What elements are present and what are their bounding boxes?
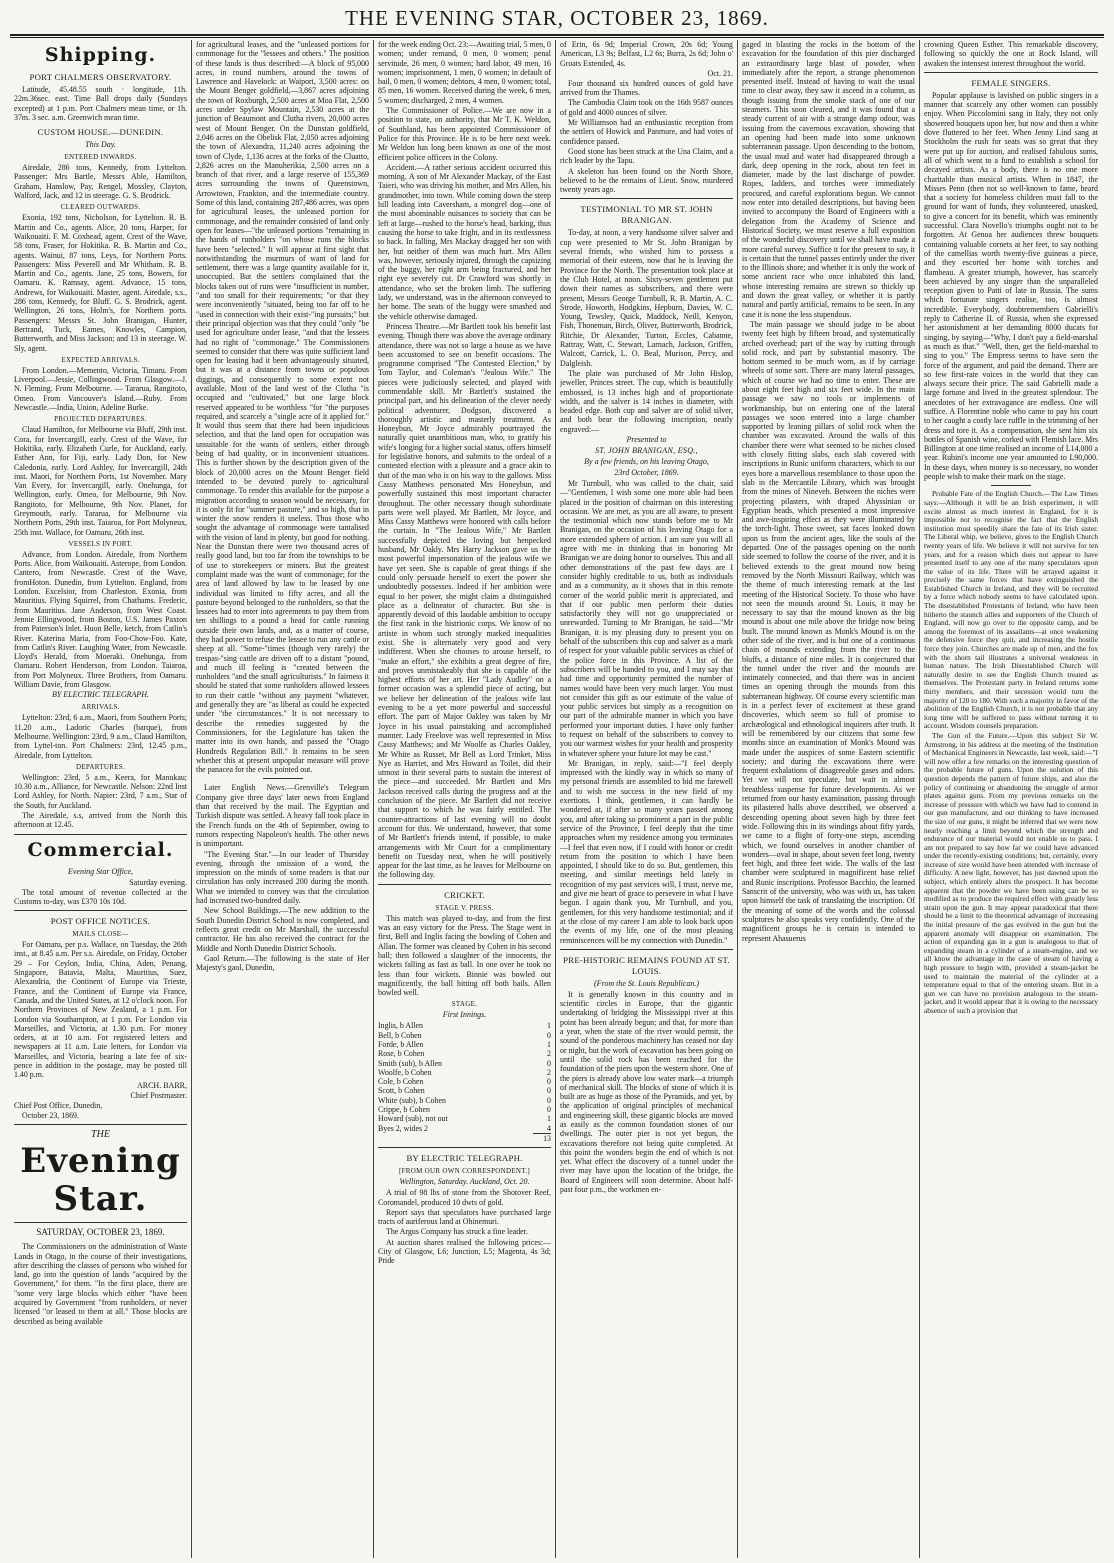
score-total: 13 [533,1133,551,1143]
prehistoric-continued-2: The main passage we should judge to be about twenty feet high by fifteen broad, and systematically arched overhead; part of the way by cutting through solid rock, and part by substantial masonry. The bottom seemed to be much worn, as if by carriage wheels of some sort. There are many lateral passages, which of course we had no time to enter. These are about eight feet high and six feet wide. In the main passage we saw no tools or implements of workmanship, but on entering one of the lateral passages we soon entered into a large chamber supported by leaning pillars of solid rock when the chamber was excavated. Around the walls of this chamber there were what seemed to be niches closed with closely fitting slabs, each slab covered with inscriptions in Runic uniform characters, which to our eyes bore a marvellous resemblance to those upon the slab in the Mercantile Library, which was brought from the mines of Nineveh. Between the niches were projecting pilasters, with draped Abyssinian or Egyptian heads, which presented a most impressive and awe-inspiring effect as they were illuminated by the torch-light. Those sweet, sat faces looked down upon us from the ancient ages, like the souls of the departed. One of the passages opening on the north side seemed to follow the course of the river, and it is believed extends to the great mound now being removed by the North Missouri Railway, which was the theme of much interesting remark at the last meeting of the Historical Society. To those who have not seen the mounds around St. Louis, it may be necessary to say that the mound known as the big mound is about one mile above the bridge now being built. The mound known as Monk's Mound is on the other side of the river, and is but one of a continuous chain of mounds extending from the river to the bluffs, a distance of nine miles. It is conjectured that the tunnel under the river and the mounds are intimately connected, and that there was in ancient times an opening through the mounds from this subterranean highway. Of course every scientific man is in a perfect fever of excitement at these grand discoveries, which seem so full of promise to archæological and ethnological inquirers after truth. It will be remembered by our citizens that some few months since an examination of Monk's Mound was made under the auspices of some Eastern scientific society; and during the excavations there were frequent exhalations of disagreeable gases and odors. Yet we will not speculate, but wait in almost breathless suspense for future developments. As we returned from our hasty examination, passing through its pilastered halls above described, we observed a descending opening about seven high by three feet wide. Following this in its windings about fifty yards, we came to a flight of forty-one steps, ascending which, we found ourselves in another chamber of wonders—oval in shape, about seven feet long, twenty feet high, and three feet wide. The walls of the last chamber were sculptured in magnificent base relief and Runic inscriptions. Professor Bacchio, the learned Sanscrit of the university, who was with us, has taken upon himself the task of translating the inscription. Of the meaning of some of the words and the colossal sculptures he also speaks very confidently. One of the magnificent groups he is certain is intended to represent Ahasuerus [742,319,915,943]
arrivals-heading: ARRIVALS. [81,703,120,712]
airedale-note: The Airedale, s.s, arrived from the North this afternoon at 12.45. [14,811,187,830]
masthead-rule-thin [10,37,1104,38]
prehistoric-heading: PRE-HISTORIC REMAINS FOUND AT ST. LOUIS. [563,954,730,976]
cricket-heading: CRICKET. [444,889,485,900]
telegraph-continued: of Erin, 6s 9d; Imperial Crown, 20s 6d; Young American, L3 9s; Belfast, L2 6s; Burra, 2s 6d; John o' Groats Extended, 4s. [560,40,733,68]
observatory-text: Latitude, 45.48.55 south · longitude, 11h. 22m.36sec. east. Time Ball drops daily (Sundays excepted) at 1 p.m. Port Chalmers mean time, or 1h. 37m. 3 sec. a.m. Greenwich mean time. [14,85,187,122]
inscription-line: By a few friends, on his leaving Otago, [584,456,709,466]
entered-heading: ENTERED INWARDS. [64,153,137,162]
divider [14,834,187,835]
score-row [378,1068,551,1077]
post-office-line: Chief Post Office, Dunedin, [14,1100,103,1110]
score-row [378,1031,551,1040]
divider [263,778,303,779]
score-batsman: Byes 2, wides 2 [378,1123,428,1133]
score-row [378,1077,551,1086]
score-row [378,1059,551,1068]
column-6 [920,40,1102,1558]
score-batsman: Scott, b Cohen [378,1086,425,1096]
score-runs: 0 [547,1095,551,1105]
entered-text: Airedale, 286 tons, Kennedy, from Lyttelton. Passenger: Mrs Bartle, Messrs Able, Hamilton, Graham, Hanslow, Pay, Rengel, Mossley, Clayton, Walford, Jack, and 12 in steerage. G. S. Brodrick. [14,163,187,201]
divider [924,72,1098,73]
score-row [378,1049,551,1058]
princess-theatre: Princess Theatre.—Mr Bartlett took his benefit last evening. Though there was above the average ordinary attendance, there was not so large a house as we have been accustomed to see on benefit occasions. The programme comprised "The Contested Election," by Tom Taylor, and Coleman's "Jealous Wife." The pieces were judiciously selected, and played with commendable skill. Mr Bartlett's sustained the principal part, and his delineation of the clever needy political adventurer, Dodgson, discovered a thoroughly artistic and masterly treatment. As Honeybun, Mr Joyce admirably pourtrayed the naturally quiet unambitious man, who, to gratify his wife's longing for a higher social status, offers himself for legislative honors, and submits to the ordeal of a contested election with a pleasure and a grace akin to that of the man who is on his way to the gallows. Miss Cassy Matthews personated Mrs Honeybun, and powerfully sustained this most important character throughout. The other necessary though subordinate parts were well played. Mr Bartlett, Mr Joyce, and Miss Cassy Matthews were honored with calls before the curtain. In "The Jealous Wife," Mr Bartlett successfully depicted the loving but henpecked husband, Mr Oakly. Mrs Harry Jackson gave us the most powerful impersonation of the jealous wife we have yet seen. She is capable of great things if she could only persuade herself to exert the power she undoubtedly possesses. Indeed if her ambition were equal to her power, she might claim a distinguished place as a delineator of character. But she is apparently devoid of this laudable ambition to occupy the first rank in the histrionic corps. We know of no artiste in whom such strongly marked inequalities exist. She is alternately very good and very indifferent. When she chooses to arouse herself, to "make an effort," she exhibits a great degree of fire, and proves unmistakeably that she is capable of the highest efforts of her art. Her "Lady Audley" on a former occasion was a splendid piece of acting, but we believe her delineation of the jealous wife last evening to be a yet more powerful and successful effort. The part of Major Oakley was taken by Mr Joyce in his usual painstaking and accomplished manner. Lady Freelove was well represented in Miss Cassy Matthews; and Mr Woolfe as Charles Oakley, Mr White as Russet, Mr Bell as Lord Trinket, Miss Nye as Harriet, and Mrs Howard as Toilet, did their utmost in their several parts to sustain the interest of the piece—and succeeded. Mr Bartlett and Mrs Jackson received calls during the progress and at the conclusion of the piece. Mr Bartlett did not receive that support to which he was fairly entitled. The counter-attractions of last evening will no doubt account for this. We understand, however, that some of Mr Bartlett's friends intend, if possible, to make arrangements with Mr Court for a complimentary benefit on Tuesday next, when he will positively appear for the last time, as he leaves for Melbourne on the following day. [378,321,551,880]
commercial-title: Commercial. [27,838,174,861]
masthead: THE EVENING STAR, OCTOBER 23, 1869. [345,6,769,30]
divider [560,949,733,950]
score-batsman: Crippe, b Cohen [378,1105,430,1115]
singers-heading: FEMALE SINGERS. [971,77,1051,88]
score-batsman: Bell, b Cohen [378,1030,422,1040]
mails-heading: MAILS CLOSE— [72,930,129,939]
observatory-heading: PORT CHALMERS OBSERVATORY. [29,72,172,82]
score-batsman: Rose, b Cohen [378,1049,425,1059]
score-batsman: Cole, b Cohen [378,1077,424,1087]
cleared-heading: CLEARED OUTWARDS. [60,203,141,212]
telegraph-item: Good stone has been struck at the Una Claim, and a rich leader by the Tapu. [560,146,733,166]
testimonial-text-4: Mr Branigan, in reply, said:—"I feel deeply impressed with the kindly way in which so many of my personal friends are assembled to bid me farewell and to wish me success in the new field of my exertions. I think, gentlemen, it can hardly be wondered at, if after so many years passed among you, and after taking so prominent a part in the public service of the Province, I feel deeply that the time approaches when my residence among you terminates—I feel that even now, if I could with honor or credit return from the position to which I have been appointed, I should like to do so. But, gentlemen, this meeting, and similar meetings held lately in recognition of my past services will, I trust, nerve me, and give me heart of grace to persevere in what I have begun. I again thank you, Mr Turnbull, and you, gentlemen, for this very handsome testimonial; and if at the close of my career I am able to look back upon the events of my life, one of the most pleasing reminiscences will be my connection with Dunedin." [560,758,733,945]
score-batsman: Inglis, b Allen [378,1021,423,1031]
score-runs: 1 [547,1114,551,1124]
customs-heading: CUSTOM HOUSE.—DUNEDIN. [37,127,164,138]
gaol-return: Gaol Return.—The following is the state of Her Majesty's gaol, Dunedin, [196,953,369,973]
telegraph-heading: BY ELECTRIC TELEGRAPH. [51,690,150,700]
post-sign: ARCH. BARR, [136,1080,187,1090]
stage-heading: STAGE. [451,1000,478,1009]
column-5 [738,40,920,1558]
evening-star-note: "The Evening Star."—In our leader of Thursday evening, through the omission of a word, the impression on the minds of some readers is that our circulation has only increased 200 during the month. What we intended to convey was that the circulation had increased two-hundred daily. [196,849,369,906]
prehistoric-text: It is generally known in this country and in scientific circles in Europe, that the gigantic undertaking of bridging the Mississippi river at this point has been already begun; and that, for more than a year, when the state of the river would permit, the sound of the ponderous machinery has ceased nor day or night, but the work of excavation has been going on until the solid rock has been reached for the foundation of the piers upon the western shore. One of the piers is already above low water mark—a triumph of mechanical skill. The blocks of stone of which it is built are as huge as those of the Pyramids, and yet, by the application of original principles of mechanical and engineering skill, these gigantic blocks are moved as easily as the common foundation stones of our dwellings. The outer pier is not yet begun, the excavations therefore not being quite completed. At this point the wonders begin the end of which is not yet. What effect the discovery of a tunnel under the river may have upon the location of the bridge, the Board of Engineers will soon determine. About half-past four p.m., the workmen en- [560,989,733,1195]
editorial-text: The Commissioners on the administration of Waste Lands in Otago, in the course of their investigations, after describing the classes of persons who wished for land, go into the question of lands "acquired by the Government," for them. "In the first place, there are "some very large blocks which either "have been acquired by Government "from runholders, or never licensed "or leased to them at all." Those blocks are described as being available [14,1242,187,1326]
divider [991,485,1031,486]
commissioner-police: The Commissioner of Police.—We are now in a position to state, on authority, that Mr T. K. Weldon, of Southland, has been appointed Commissioner of Police for this Province. He is to be here next week. Mr Weldon has long been known as one of the most efficient police officers in the Colony. [378,106,551,162]
school-buildings: New School Buildings.—The new addition to the South Dunedin District School is now completed, and reflects great credit on Mr Marshall, the successful contractor. He has also received the contract for the Middle and North Dunedin District Schools. [196,906,369,953]
score-runs: 2 [547,1049,551,1059]
divider [14,1124,187,1125]
testimonial-text-3: Mr Turnbull, who was called to the chair, said—"Gentlemen, I wish some one more able had been placed in the position of chairman on this interesting occasion. We are met, as you are all aware, to present the testimonial which now stands before me to Mr Branigan, on the occasion of his leaving Otago for a more extended sphere of action. I am sure you will all agree with me in thinking that in honoring Mr Branigan we are doing honor to ourselves. This and all other demonstrations of the past few days are I consider highly creditable to us, both as individuals and as a community, as it shows that in this remote corner of the world public merit is appreciated, and that if our public men perform their duties satisfactorily they will not go unappreciated or unrewarded. Turning to Mr Branigan, he said—"Mr Branigan, it is my pleasing duty to present you on behalf of the subscribers this cup and salver as a mark of respect for your valuable public services as chief of the police force in this Province. A list of the subscribers will be handed to you, and I may say that had time and opportunity permitted the number of names would have been very much larger. You must not consider this gift as our estimate of the value of your public services but simply as a recognition on our part of the admirable manner in which you have performed your important duties. I have only further to request on behalf of the subscribers to convey to you our warmest wishes for your health and prosperity in whatever sphere your future lot may be cast." [560,478,733,758]
accident: Accident.—A rather serious accident occurred this morning. A son of Mr Alexander Mackay, of the East Taieri, who was driving his mother, and Mrs Allen, his grandmother, into town. While coming down the steep hill leading into Caversham, a mongrel dog—one of the most abominable nuisances to society that can be left at large—rushed to the horse's head, barking, thus causing the horse to take fright, and in its restlessness to back. In falling, Mrs Mackay dragged her son with her, but neither of them was much hurt. Mrs Allen was, however, seriously injured, through the capsizing of the buggy, her right arm being fractured, and her right eye severely cut. Dr Crawford was shortly in attendance, who set the broken limb. The suffering lady, we understand, was in the afternoon conveyed to her home. The seats of the buggy were smashed and the vehicle otherwise damaged. [378,162,551,321]
score-runs: 0 [547,1105,551,1115]
departures-text: Wellington: 23rd, 5 a.m., Keera, for Manukau; 10.30 a.m., Alliance, for Newcastle. Nelson: 22nd Inst Lord Ashley, for North. Napier: 23rd, 7 a.m., Star of the South, for Auckland. [14,772,187,810]
arrivals-text: Lyttelton: 23rd, 6 a.m., Maori, from Southern Ports; 11.20 a.m., Ladoric Charles (barque), from Melbourne. Wellington: 23rd, 9 a.m., Claud Hamilton, from Lyttel-ton. Port Chalmers: 23rd, 12.45 p.m., Airedale, from Lyttelton. [14,713,187,760]
divider [378,884,551,885]
english-news: Later English News.—Grenville's Telegram Company give three days' later news from England than that received by the mail. The Egyptian and Turkish dispute was settled. A heavy fall took place in the French funds on the 4th of September, owing to rumors respecting Napoleon's health. The other news is unimportant. [196,783,369,849]
prehistoric-subheading: (From the St. Louis Republican.) [593,978,700,988]
post-text: For Oamaru, per p.s. Wallace, on Tuesday, the 26th inst., at 8.45 a.m. Per s.s. Airedale, on Friday, October 29 – For Ceylon, India, China, Aden, Penang, Singapore, Batavia, Malta, Mauritius, Suez, Alexandria, the Continent of Europe via Trieste, France, and the Continent of Europe via France, Canada, and the United States, at 12 o'clock noon. For Northern Provinces of New Zealand, a 1 p.m. For London via Southampton, at 1 p.m. For London via Marseilles, and Victoria, at 1.30 p.m. For money orders, at at 10 a.m. For registered letters and newspapers at 11 a.m. Late letters, for London via Marseilles, and Victoria, bearing a late fee of six-pence in addition to the postage, may be posted till 1.40 p.m. [14,940,187,1080]
commercial-day: Saturday evening. [129,877,187,887]
gun-text: The Gun of the Future.—Upon this subject Sir W. Armstrong, in his address at the meeting of the Institution of Mechanical Engineers in Newcastle, last week, said:—"I will now offer a few remarks on the interesting question of the probable future of guns. Upon the solution of this question depends the pattern of future ships, and also the policy of continuing or abandoning the struggle of armor plates against guns. From my previous remarks on the increase of pressure with which we have had to contend in our gun manufacture, and our thinking to have increased the size of our guns, it might be inferred that we were now nearly reaching a limit beyond which the strength and endurance of our material would not enable us to pass. I am not prepared to say how far we could have advanced under the recently-existing conditions; but, certainly, every increase of size would have been attended with increase of difficulty. A new light, however, has just dawned upon the subject, which entirely alters the prospect. It has become apparent that the powder we have been using can be so modified as to produce the required effect with greatly less strain upon the gun. It may appear paradoxical that there should be a limit to the theoretical advantage of increasing the initial pressure of the gas evolved in the gun but the apparent anomaly will disappear on examination. The action of expanding gas in a gun is analogous to that of expanding steam in a cylinder of a steam-engine, and we all know the advantage in the case of steam of having a high pressure to begin with, provided a steam-jacket be used to maintain the material of the cylinder at a temperature equal to that of the entering steam. But in a gun we can have no provision analogous to the steam-jacket, and it would appear that it is owing to the necessary absence of such a provision that [924,730,1098,1015]
telegraph-text-3: The Argus Company has struck a fine leader. [386,1227,528,1237]
telegraph-dateline-2: Oct. 21. [707,68,733,78]
scorecard [378,1021,551,1143]
inscription-line: Presented to [626,434,667,444]
innings-heading: First Innings. [442,1010,487,1020]
score-batsman: Forde, b Allen [378,1039,424,1049]
post-office-date: October 23, 1869. [22,1110,79,1120]
score-runs: 0 [547,1058,551,1068]
telegraph-item: Mr Williamson had an enthusiastic reception from the settlers of Howick and Panmure, and had votes of confidence passed. [560,118,733,146]
score-runs: 1 [547,1039,551,1049]
divider [14,910,187,911]
prehistoric-continued: gaged in blasting the rocks in the bottom of the excavation for the foundation of this pier discharged an extraordinary large blast of powder, when immediately after the report, a strange phenomenon presented itself. Instead of having to wait the usual time to clear away, they saw it ascend in a column, as though issuing from the smoke stack of one of our steamers. This soon cleared, and it was found that a steady current of air with a strange damp odour, was issuing from the cavernous excavation, showing that an opening had been made into some unknown subterranean passage. Upon descending to the bottom, the usual mud and water had disappeared through a dark, deep opening in the rock, about ten feet in diameter, made by the last discharge of powder. Ropes, ladders, and torches were immediately procured, and careful explorations begun. We cannot now enter into detailed descriptions, but having been invited to accompany the Board of Engineers with a delegation from the Academy of Science and Historical Society, we must reserve a full exposition of the wonderful discovery until we shall have made a more careful survey. Suffice it for the present to say, it is certain that the tunnel passes entirely under the river to the Illinois shore; and whether it is only the work of some ancient race who once inhabited this land, whose interesting remains are strewn so thickly up and down the great valley, or whether it is partly natural and partly artificial, remains to be seen. In any case it is none the less stupendous. [742,40,915,319]
score-total-row [378,1133,551,1143]
testimonial-text-2: The plate was purchased of Mr John Hislop, jeweller, Princes street. The cup, which is beautifully embossed, is 13 inches high and of proportionate width, and the salver is 14 inches in diameter, with beaded edge. Both cup and salver are of solid silver, and both bear the following inscription, neatly engraved:— [560,368,733,434]
evening-star-title: Evening Star. [20,1141,181,1220]
score-row [378,1105,551,1114]
score-row [378,1096,551,1105]
cleared-text: Exonia, 192 tons, Nicholson, for Lyttelton. R. B. Martin and Co., agents. Alice, 20 tons, Harper, for Waikouaiti. F. M. Coxhead, agent. Crest of the Wave, 58 tons, Fraser, for Hokitika. R. B. Martin and Co., agents. Wainui, 87 tons, Leys, for Northern Ports. Passengers: Miss Peverell and Mr Whitham. R. B. Martin and Co., agents. Jane, 25 tons, Bowers, for Oamaru. K. Ramsay, agent. Advance, 15 tons, Andrews, for Waikouaiti. Master, agent. Airedale, s.s., 286 tons, Kennedy, for Bluff. G. S. Brodrick, agent. Wellington, 26 tons, Holm's, for Northern ports. Passengers: Messrs St. John Branigan, Hunter, Bertrand, Tuck, Eames, Knowles, Campion, Butterworth, and Miss Jackson; and 13 in steerage. W. Sly, agent. [14,213,187,353]
score-batsman: Woolfe, b Cohen [378,1067,432,1077]
testimonial-text-1: To-day, at noon, a very handsome silver salver and cup were presented to Mr St. John Branigan by several friends, who wished him to possess a memorial of their esteem, now that he is leaving the Province for the North. The presentation took place at the Club Hotel, at noon. Sixty-seven gentlemen put down their names as subscribers, and there were present, Messrs George Turnbull, R. B. Martin, A. C. Strode, Howorth, Hodgkins, Hepburn, Davies, W. C. Young, Tewsley, Quick, Maddock, Neill, Kenyon, Fish, Thoneman, Birch, Oliver, Butterworth, Brodrick, Ritchie, Dr Alexander, Turton, Eccles, Cabanne, Rattray, Watt, C. Stewart, Larnach, Jackson, Griffen, Walcott, Carrick, L. O. Beal, Murison, Percy, and Dalgleish. [560,228,733,368]
cricket-text: This match was played to-day, and from the first was an easy victory for the Press. The Stage went in first, Bell and Inglis facing the bowling of Cohen and Allan. The former was cleaned by Cohen in his second ball; then followed a slaughter of the innocents, the wickets falling as fast as ball. In one over he took no less than four wickets. Binnie was bowled out magnificently, the ball hitting off both bails. Allen bowled well. [378,913,551,998]
score-runs: 2 [547,1067,551,1077]
telegraph-item: Four thousand six hundred ounces of gold have arrived from the Thames. [560,78,733,98]
column-2 [192,40,374,1558]
projected-heading: PROJECTED DEPARTURES. [54,415,147,424]
gaol-return-continued: for the week ending Oct. 23:—Awaiting trial, 5 men, 0 women; under remand, 0 men, 0 women; penal servitude, 26 men, 0 women; hard labor, 49 men, 16 women; imprisonment, 1 men, 0 women; in default of bail, 0 men, 0 women; debtors, 4 men, 0 women; total, 85 men, 16 women. Received during the week, 6 men, 5 women; discharged, 2 men, 4 women. [378,40,551,105]
score-row [378,1124,551,1134]
score-batsman: White (sub), b Cohen [378,1095,446,1105]
inscription-line: ST. JOHN BRANIGAN, ESQ., [595,445,698,455]
column-1 [10,40,192,1558]
telegraph-subheading: [FROM OUR OWN CORRESPONDENT.] [398,1167,531,1176]
score-runs: 0 [547,1030,551,1040]
telegraph-item: A skeleton has been found on the North Shore, believed to be the remains of Lieut. Snow, murdered twenty years ago. [560,166,733,195]
masthead-rule [10,34,1104,36]
star-the: THE [91,1129,110,1141]
score-row [378,1114,551,1123]
post-sign-role: Chief Postmaster. [130,1090,187,1100]
divider [378,1147,551,1148]
telegraph-text-4: At auction shares realised the following prices:—City of Glasgow, L6; Junction, L5; Magenta, 4s 3d; Pride [378,1237,551,1266]
telegraph-text-1: A trial of 98 lbs of stone from the Shotover Reef, Coromandel, produced 10 dwts of gold. [378,1188,551,1207]
expected-text: From London.—Memento, Victoria, Timaru. From Liverpool.—Jessie, Collingwood. From Glasgow.—J. N. Fleming. From Melbourne. — Tararua, Rangitoto, Omeo. From Vancouver's Island.—Ruby. From Newcastle.—India, Union, Adeline Burke. [14,365,187,413]
church-text: Probable Fate of the English Church.—The Law Times says:—Although it will be an Irish experiment, it will excite almost as much interest in England, for it is impossible not to recognise the fact that the English institution must speedily share the fate of its Irish sister. The Liberal whip, we believe, gives to the English Church twenty years of life. We believe it will not survive for ten years, and for a reason which does not appear to have presented itself to any one of the many speculators upon the value of its life. There will be arrayed against it precisely the same forces that have extinguished the Established Church in Ireland, and they will be recruited by a force which nobody seems to have calculated upon. The disestablished Protestants of Ireland, who have been hitherto the staunch allies and supporters of the Church of England, will now go over to the opposite camp, and be among the foremost of its assailants—at once weakening the defensive force they quit, and increasing the hostile force they join. Churches are made up of men, and the fox with the shorn tail illustrates a universal weakness in human nature. The Irish Disestablished Church will naturally desire to see the English Church treated as themselves. The Protestant party in Ireland returns some thirty members, and their secession would turn the majority of 120 to 180. With such a majority in favor of the abolition of the English Church, it is not probable that any long time will be suffered to pass without turning it to account. Wisdom counsels preparation. [924,489,1098,731]
commercial-office: Evening Star Office, [67,866,134,876]
expected-heading: EXPECTED ARRIVALS. [61,355,140,364]
score-runs: 4 [547,1123,551,1133]
vessels-text: Advance, from London. Airedale, from Northern Ports. Alice, from Waikouaiti. Asterope, from London. Cantero, from Newcastle. Crest of the Wave, fromHoton. Dunedin, from Lyttelton. England, from London. Excelsior, from Charleston. Exonia, from Mauritius. Flying Squirrel, from Chathams. Frederic, from Mauritius. Jane Anderson, from West Coast. Jennie Ellingwood, from Boston, U.S. James Paxton from Paterson's Inlet. Huon Belle, ketch, from Catlin's River. Katerina Maria, from Foo-Chow-Foo. Kate, from Catlin's River. Laughing Water, from Newcastle. Lloyd's Herald, from Moeraki. Onehunga, from Oamaru. Robert Henderson, from London. Taiaroa, from Port Molyneux. Three Brothers, from Oamaru. William Davie, from Glasgow. [14,549,187,690]
score-row [378,1021,551,1030]
prehistoric-ending: crowning Queen Esther. This remarkable discovery, following so quickly the one at Rock Island, will awaken the intensest interest throughout the world. [924,40,1098,68]
departures-heading: DEPARTURES. [75,762,126,771]
telegraph-text-2: Report says that speculators have purchased large tracts of auriferous land at Ohinemuri. [378,1207,551,1227]
customs-day: This Day. [85,140,116,150]
score-row [378,1040,551,1049]
score-batsman: Smith (sub), b Allen [378,1058,443,1068]
testimonial-heading: TESTIMONIAL TO MR ST. JOHN BRANIGAN. [580,204,713,226]
score-row [378,1086,551,1095]
columns [10,40,1104,1558]
column-4 [556,40,738,1558]
post-heading: POST OFFICE NOTICES. [50,916,151,927]
divider [560,198,733,199]
column-3 [374,40,556,1558]
commercial-text: The total amount of revenue collected at the Customs to-day, was £370 10s 10d. [14,887,187,906]
telegraph-heading: BY ELECTRIC TELEGRAPH. [406,1153,523,1164]
cricket-subheading: STAGE V. PRESS. [435,903,494,912]
singers-text: Popular applause is lavished on public singers in a manner that scarcely any other women can possibly enjoy. When Piccolomini sang in Italy, they not only showered bouquets upon her, but now and then a white dove fluttered to her feet. When Jenny Lind sang at Stockholm the rush for seats was so great that they were put up for auction, and realised fabulous sums, all of which went to a fund to establish a school for decayed artists. As a body, there is no one more charitable than musical artists. When in 1847, the Misses Penn (then not so well-known to fame, heard that a society for homeless children must fall to the ground for want of funds, they volunteered, unasked, to give a concert for its benefit, which was eminently successful. Clara Novello's triumphs ought not to be forgotten. At Genoa her audiences threw bouquets containing valuable cornets at her feet, to say nothing of the camellias worth twenty-five guineas a piece, and they escorted her home with torches and flambeau. A greater triumph, however, has scarcely been achieved by any singer than the unparalleled reception given to Patti of late in Russia. The sums which fortunate singers realise, too, is almost incredible. Everybody, doubtremembers Gabrielli's reply to Catherine II. of Russia, when she expressed her astonishment at her demanding 8000 ducats for singing, by saying—"Why, I don't pay a field-marshal as much as that." "Well, then, get the field-marshal to sing to you." The Empress seems to have seen the force of the argument, and paid the demand. There are so few first-rate voices in the world that they can always secure their price. The said Gabrielli made a large fortune and lived in the greatest splendour. The anecdotes of her extravagance are endless. One will suffice. A Florentine noble who came to pay his court to her caught a costly lace ruffle in the trimming of her dress and tore it. As a compensation, she sent him six bottles of Spanish wine, corked with Flemish lace. Mrs Billington at one time realised an income of L14,000 a year. Rubini's income one year amounted to L90,000. In these days, when money is so necessary, no wonder people wish to make their mark on the stage. [924,90,1099,482]
score-batsman: Howard (sub), not out [378,1114,448,1124]
telegraph-item: The Cambodia Claim took on the 16th 9587 ounces of gold and 4000 ounces of silver. [560,98,733,117]
inscription-line: 23rd October, 1869. [614,467,679,477]
shipping-title: Shipping. [44,44,157,66]
telegraph-dateline: Wellington, Saturday. Auckland, Oct. 20. [399,1177,530,1187]
projected-text: Claud Hamilton, for Melbourne via Bluff, 29th inst. Cora, for Invercargill, early. Crest of the Wave, for Hokitika, early. Elizabeth Curle, for Auckland, early. Esther Ann, for Fiji, early. Lady Don, for New Caledonia, early. Lord Ashley, for Invercargill, 24th inst. Maori, for Northern Ports, 1st November. Mary Van Every, for Invercargill, early. Onehunga, for Wellington, early. Omeo, for Melbourne, 9th Nov. Rangitoto, for Melbourne, 9th Nov. Planet, for Greymouth, early. Tararua, for Melbourne via Northern Ports, 29th inst. Taiaroa, for Port Molyneux, 25th inst. Wallace, for Oamaru, 26th inst. [14,425,187,537]
score-runs: 0 [547,1077,551,1087]
score-runs: 0 [547,1086,551,1096]
vessels-heading: VESSELS IN PORT. [68,539,133,548]
editorial-continued: for agricultural leases, and the "unleased portions for commonage for the "lessees and others." The position of these lands is thus described:—A block of 95,000 acres, in round numbers, around the towns of Lawrence and Havelock: at Waipori, 3,500 acres: on the Mount Benger goldfield,—3,867 acres adjoining the town of Roxburgh, 2,500 acres at Moa Flat, 2,500 acres under Spylaw Mountain, 2,530 acres at the junction of Beaumont and Clutha rivers, 20,000 acres west of Mount Benger. On the Dunstan goldfield, 2,046 acres on the Obelisk Flat, 2,050 acres adjoining the town of Alexandra, 11,240 acres adjoining the town of Clyde, 1,136 acres at the forks of the Cluatto, 2,826 acres on the Manuherikia, 2,500 acres on a branch of that river, and a large reserve of 155,369 acres surrounding the towns of Queenstown, Arrowtown, Frankton, and the intermediate country. Some of this land, containing 287,486 acres, was open for agricultural leases, the unleased portion for commonage, and the remainder consisted of land only open for leases—"the unleased portions "remaining in the hands of runholders "on whose runs the blocks have been "selected." It will appear at first sight that notwithstanding the murmurs of want of land for settlement, there was a large quantity available for it, unoccupied. But the settlers complained that the blocks taken out of runs were "insufficient in number, "and too small for their requirements; "or that they were inconveniently "situated, being too far off to be "used in connection with their exist-"ing pursuits;" but their principal objection was that they could "only "be used for agriculture under lease, "and that the lessees had no right of "commonage." The Commissioners seemed to consider that there was quite sufficient land open for leasing had it been advantageously situated, but it was at a distance from towns or populous diggings, and consequently to some extent not available. Most of the land west of the Clutha "is occupied and "cultivated," but one large block reserved appeared to be worthless "for "the purposes required, and scarcely a "single acre of it applied for." It would thus seem that there had been injudicious selection, and that the land open for occupation was unsuitable for the wants of settlers, either through being of bad quality, or in inconvenient situations. This is further shown by the description given of the block of 20,000 acres on the Mount Benger field intended to be devoted purely to agricultural commonage. To render this available for the purpose a migration according to season would be necessary, for it is only fit for "summer pasture," and so high, that in winter the snow renders it useless. Thus those who sought the advantage of commonage were tantalised with the vision of land in plenty, but good for nothing. Near the Dunstan there were two thousand acres of really good land, but too far from the townships to be of use to storekeepers or miners. But the greatest complaint made was the want of commonage; for the area of land allowed by law to be leased by one individual was limited to fifty acres, and all the pasture beyond belonged to the runholders, so that the lessees had to enter into agreements to pay them from ten shillings to a pound a head for cattle running outside their own lands, and, as a matter of course, they had power to refuse the lessee to run any cattle or sheep at all. "Some-"times (though very rarely) the trespas-"sing cattle are driven off to a distant "pound, and much ill feeling is "created between the runholders "and the small agriculturists." In fairness it should be stated that some runholders allowed lessees to run their cattle "without any payment "whatever, and generally they are "as liberal as could be expected under "the circumstances." It is not necessary to describe the remedies suggested by the Commissioners, for the Legislature has taken the matter into its own hands, and passed the "Otago Hundreds Regulation Bill." It remains to be seen whether this at present unpopular measure will prove the panacea for the evils pointed out. [196,40,369,775]
star-date: SATURDAY, OCTOBER 23, 1869. [36,1227,165,1238]
divider [14,1222,187,1223]
score-runs: 1 [547,1021,551,1031]
